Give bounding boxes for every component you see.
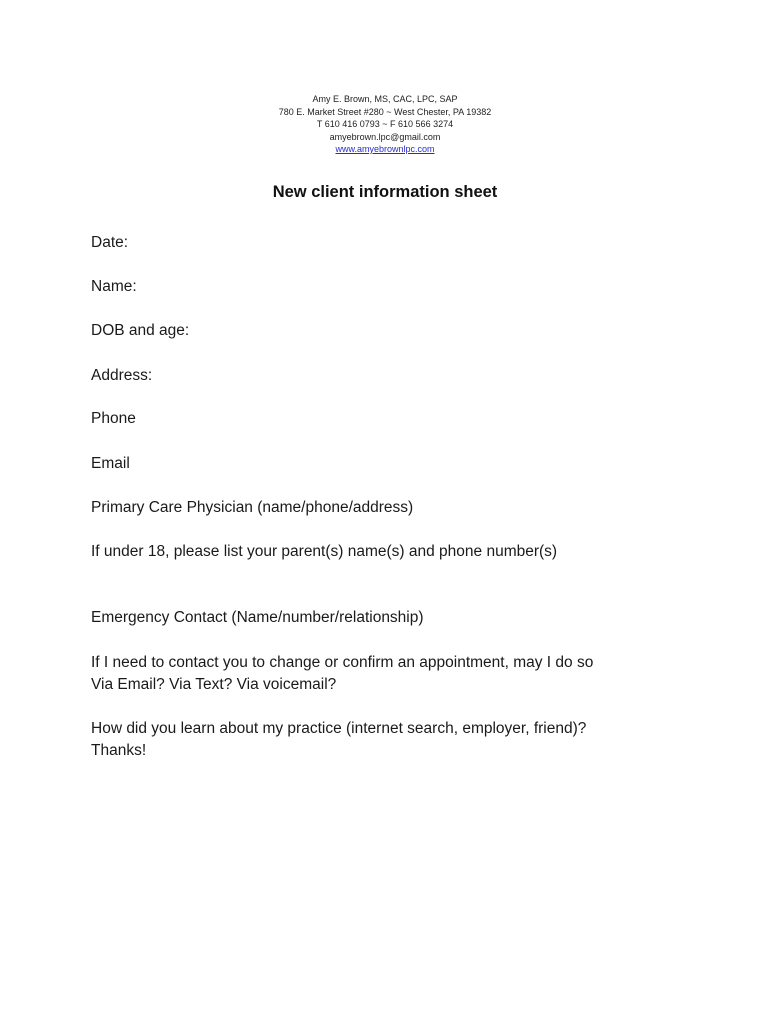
letterhead-name: Amy E. Brown, MS, CAC, LPC, SAP — [312, 94, 458, 104]
field-dob-age-label: DOB and age: — [91, 322, 190, 339]
closing-thanks: Thanks! — [91, 742, 147, 759]
letterhead-email: amyebrown.lpc@gmail.com — [329, 131, 441, 142]
page-title: New client information sheet — [272, 183, 498, 201]
letterhead-website-link[interactable]: www.amyebrownlpc.com — [335, 144, 435, 154]
field-physician-label: Primary Care Physician (name/phone/address) — [91, 499, 414, 516]
field-name-label: Name: — [91, 278, 137, 295]
field-referral-question: How did you learn about my practice (internet search, employer, friend)? — [91, 720, 587, 737]
letterhead-phone: T 610 416 0793 ~ F 610 566 3274 — [316, 119, 454, 129]
field-email-label: Email — [91, 455, 130, 472]
letterhead — [0, 93, 770, 156]
letterhead-address: 780 E. Market Street #280 ~ West Chester, PA 19382 — [278, 106, 492, 117]
field-contact-question-line1: If I need to contact you to change or confirm an appointment, may I do so — [91, 654, 594, 671]
field-phone-label: Phone — [91, 410, 136, 427]
field-contact-question-line2: Via Email? Via Text? Via voicemail? — [91, 676, 337, 693]
field-date-label: Date: — [91, 234, 129, 251]
field-under18-label: If under 18, please list your parent(s) name(s) and phone number(s) — [91, 543, 558, 560]
field-emergency-contact-label: Emergency Contact (Name/number/relationship) — [91, 609, 424, 626]
field-address-label: Address: — [91, 367, 153, 384]
